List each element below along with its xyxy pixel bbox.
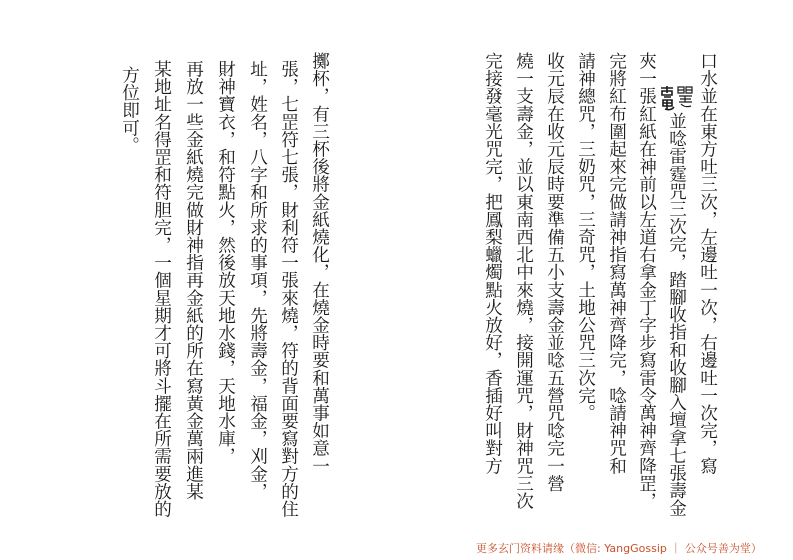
- left-page-column-4: 財神寶衣，和符點火，然後放天地水錢，天地水庫，: [215, 60, 236, 465]
- right-page-column-1: 口水並在東方吐三次，左邊吐一次，右邊吐一次完，寫: [697, 52, 718, 475]
- left-page-column-5: 再放一些金紙燒完做財神指再金紙的所在寫黃金萬兩進某: [183, 60, 204, 500]
- talisman-seal-icon: [659, 85, 695, 111]
- right-page-column-2: 並唸雷霆咒三次完，踏腳收指和收腳入壇拿七張壽金: [666, 112, 687, 517]
- left-page-column-6: 某地址名得罡和符胆完，一個星期才可將斗擺在所需要放的: [151, 60, 172, 518]
- left-page-column-3: 址，姓名，八字和所求的事項，先將壽金，福金，刈金，: [247, 60, 268, 500]
- right-page-column-5: 請神總咒，三奶咒，三奇咒，土地公咒三次完。: [575, 52, 596, 422]
- left-page-column-1: 擲杯，有三杯後將金紙燒化，在燒金時要和萬事如意一: [309, 52, 330, 475]
- right-page-column-3: 夾一張紅紙在神前以左道右拿金丁字步寫雷令萬神齊降罡，: [636, 52, 657, 510]
- right-page-column-4: 完將紅布圍起來完做請神指寫萬神齊降完，唸請神咒和: [606, 52, 627, 475]
- left-page-column-7: 方位即可。: [119, 66, 140, 154]
- right-page-column-6: 收元辰在收元辰時要準備五小支壽金並唸五營咒唸完一營: [544, 52, 565, 492]
- right-page-column-7: 燒一支壽金，並以東南西北中來燒，接開運咒，財神咒三次: [513, 52, 534, 510]
- right-page-column-8: 完接發毫光咒完，把鳳梨蠟燭點火放好，香插好叫對方: [482, 52, 503, 475]
- left-page-column-2: 張，七罡符七張，財利符一張來燒，符的背面要寫對方的住: [278, 60, 299, 518]
- watermark-footer: 更多玄门资料请缘（微信: YangGossip ｜ 公众号善为堂）: [476, 542, 762, 555]
